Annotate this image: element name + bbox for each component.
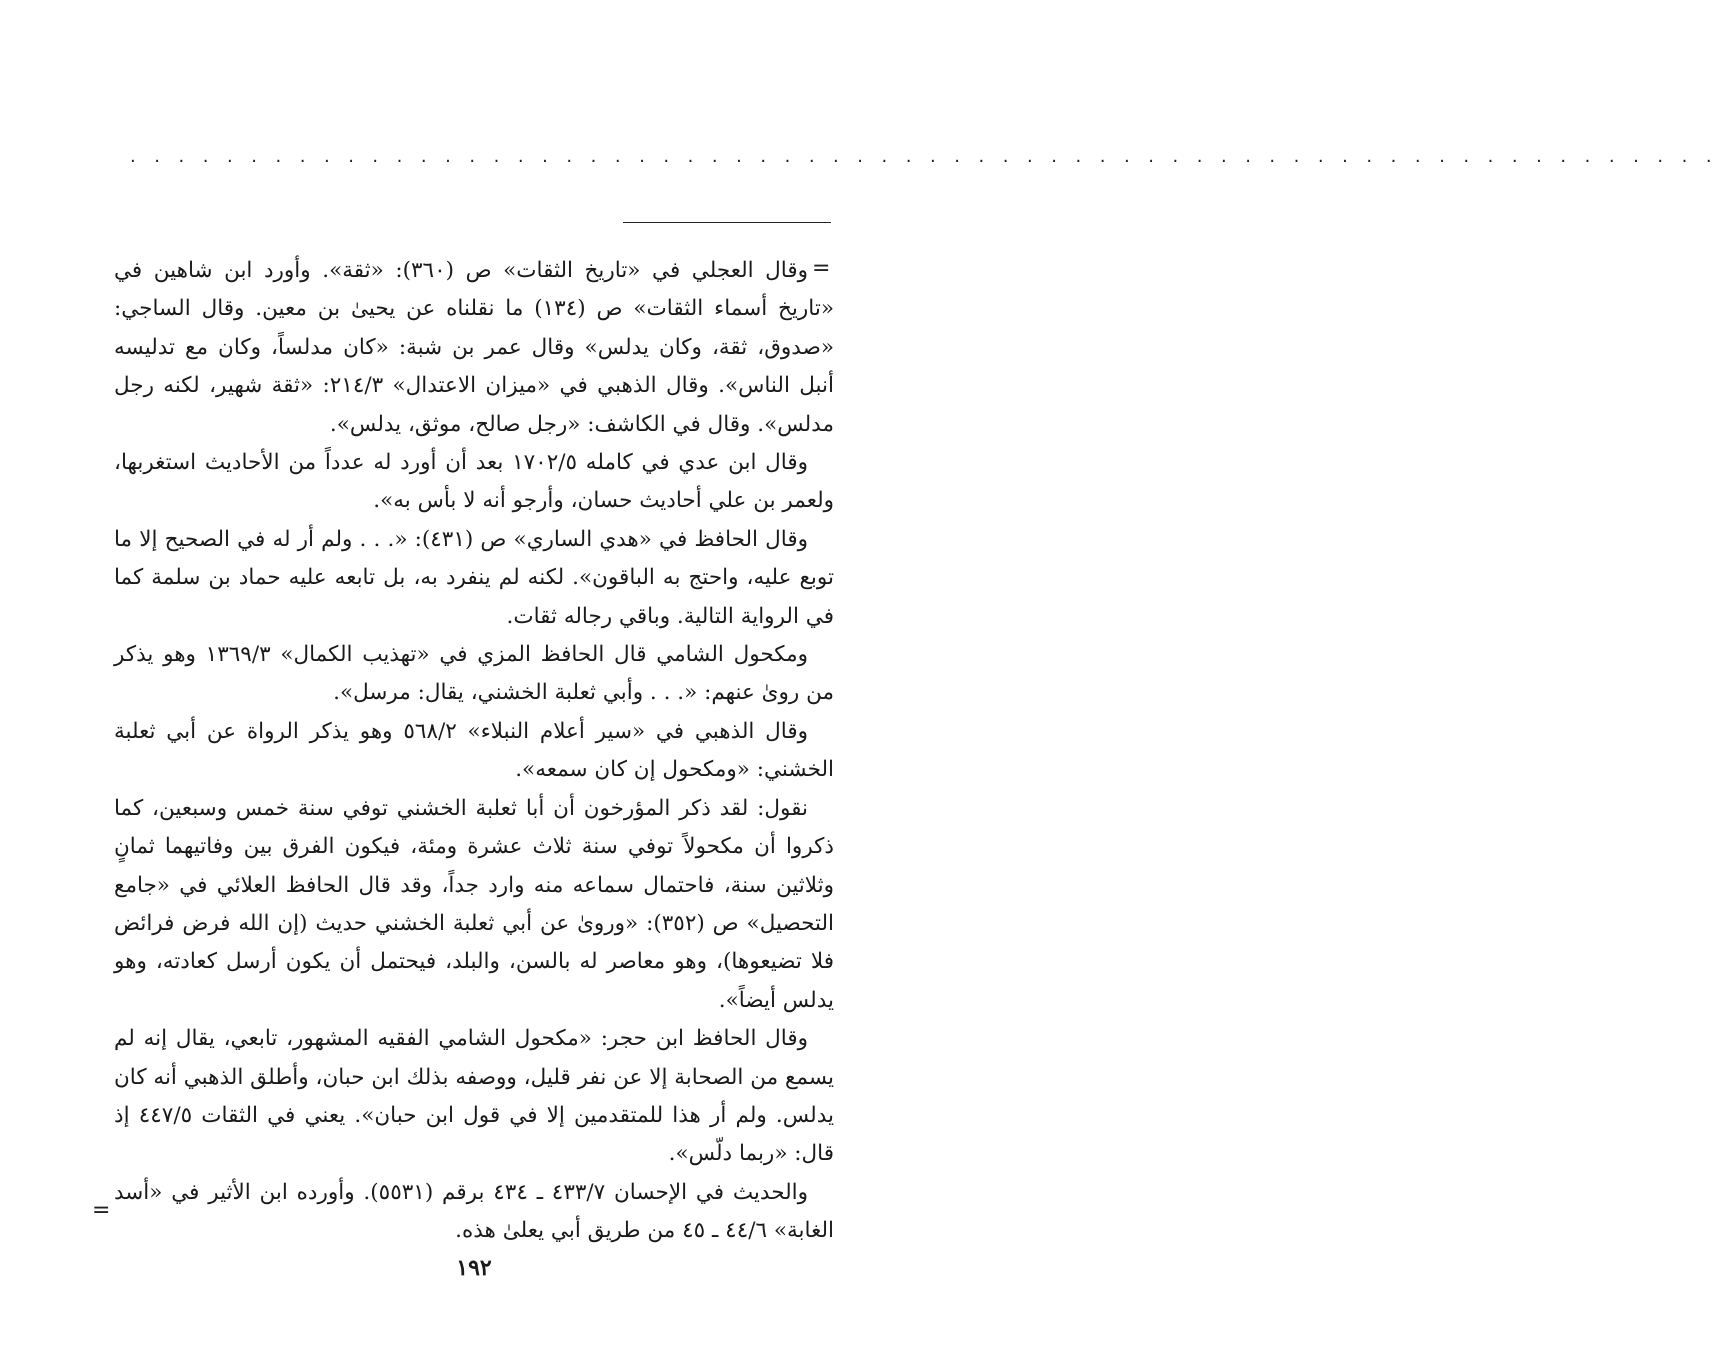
footnote-text: [114, 252, 835, 1244]
footnote-rule: [623, 222, 831, 223]
paragraph-4: ومكحول الشامي قال الحافظ المزي في «تهذيب الكمال» ١٣٦٩/٣ وهو يذكر من روىٰ عنهم: «. . . وأبي ثعلبة الخشني، يقال: مرسل».: [114, 642, 834, 706]
paragraph-7: وقال الحافظ ابن حجر: «مكحول الشامي الفقيه المشهور، تابعي، يقال إنه لم يسمع من الصحابة إلا عن نفر قليل، ووصفه بذلك ابن حبان، وأطلق الذهبي أنه كان يدلس. ولم أر هذا للمتقدمين إلا في قول ابن حبان». يعني في الثقات ٤٤٧/٥ إذ قال: «ربما دلّس».: [114, 1026, 834, 1167]
paragraph-3: وقال الحافظ في «هدي الساري» ص (٤٣١): «. . . ولم أر له في الصحيح إلا ما توبع عليه، واحتج به الباقون». لكنه لم ينفرد به، بل تابعه عليه حماد بن سلمة كما في الرواية التالية. وباقي رجاله ثقات.: [114, 526, 834, 629]
page-number: ١٩٢: [456, 1255, 492, 1281]
paragraph-8: والحديث في الإحسان ٤٣٣/٧ ـ ٤٣٤ برقم (٥٥٣١). وأورده ابن الأثير في «أسد الغابة» ٤٤/٦ ـ ٤٥ من طريق أبي يعلىٰ هذه.: [114, 1179, 834, 1244]
header-dotted-separator: . . . . . . . . . . . . . . . . . . . . . . . . . . . . . . . . . . . . . . . . . . . . . . . . . . . . . . . . . . . . . . . . . .: [130, 146, 1718, 167]
paragraph-1: وقال العجلي في «تاريخ الثقات» ص (٣٦٠): «ثقة». وأورد ابن شاهين في «تاريخ أسماء الثقات» ص (١٣٤) ما نقلناه عن يحيىٰ بن معين. وقال الساجي: «صدوق، ثقة، وكان يدلس» وقال عمر بن شبة: «كان مدلساً، وكان مع تدليسه أنبل الناس». وقال الذهبي في «ميزان الاعتدال» ٢١٤/٣: «ثقة شهير، لكنه رجل مدلس». وقال في الكاشف: «رجل صالح، موثق، يدلس».: [114, 258, 834, 437]
continuation-mark-top: =: [812, 256, 831, 281]
paragraph-2: وقال ابن عدي في كامله ١٧٠٢/٥ بعد أن أورد له عدداً من الأحاديث استغربها، ولعمر بن علي أحاديث حسان، وأرجو أنه لا بأس به».: [114, 450, 834, 514]
continuation-mark-bottom: =: [92, 1198, 111, 1223]
paragraph-5: وقال الذهبي في «سير أعلام النبلاء» ٥٦٨/٢ وهو يذكر الرواة عن أبي ثعلبة الخشني: «ومكحول إن كان سمعه».: [114, 718, 834, 783]
paragraph-6: نقول: لقد ذكر المؤرخون أن أبا ثعلبة الخشني توفي سنة خمس وسبعين، كما ذكروا أن مكحولاً توفي سنة ثلاث عشرة ومئة، فيكون الفرق بين وفاتيهما ثمانٍ وثلاثين سنة، فاحتمال سماعه منه وارد جداً، وقد قال الحافظ العلائي في «جامع التحصيل» ص (٣٥٢): «ورویٰ عن أبي ثعلبة الخشني حديث (إن الله فرض فرائض فلا تضيعوها)، وهو معاصر له بالسن، والبلد، فيحتمل أن يكون أرسل كعادته، وهو يدلس أيضاً».: [114, 795, 835, 1013]
